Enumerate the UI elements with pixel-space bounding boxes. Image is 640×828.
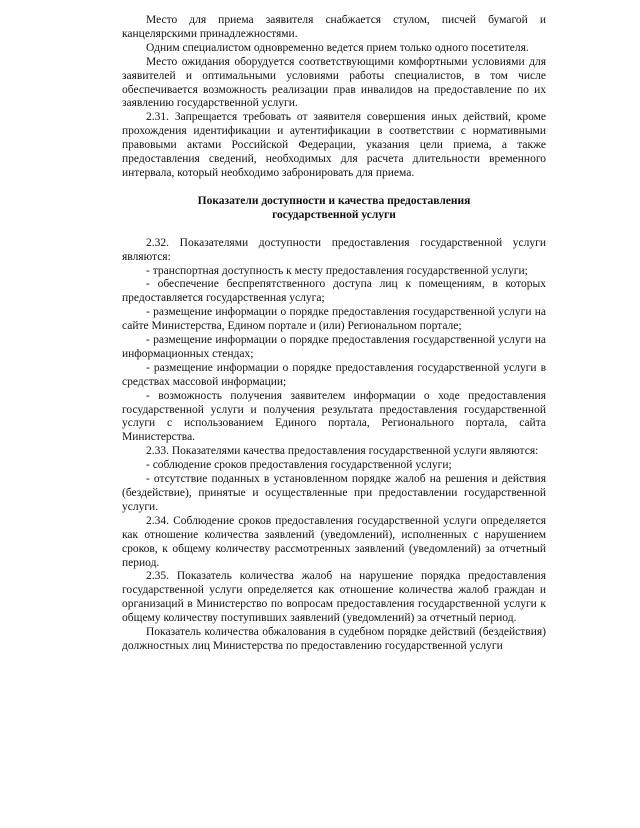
paragraph-court-appeals: Показатель количества обжалования в судебном порядке действий (бездействия) должностных лиц Министерства по предоставлению государственной услуги — [122, 626, 546, 652]
spacer — [122, 181, 546, 195]
paragraph-2-35: 2.35. Показатель количества жалоб на нарушение порядка предоставления государственной услуги определяется как отношение количества жалоб граждан и организаций в Министерство по вопросам предоставления государственной услуги к общему количеству поступивших заявлений (уведомлений) за отчетный период. — [122, 570, 546, 625]
list-item-transport: - транспортная доступность к месту предоставления государственной услуги; — [146, 264, 528, 277]
paragraph-2-34: 2.34. Соблюдение сроков предоставления государственной услуги определяется как отношение количества заявлений (уведомлений), исполненных с нарушением сроков, к общему количеству рассмотренных заявлений (уведомлений) за отчетный период. — [122, 514, 546, 569]
list-item-media-info: - размещение информации о порядке предоставления государственной услуги в средствах массовой информации; — [122, 361, 546, 388]
list-item-no-complaints: - отсутствие поданных в установленном порядке жалоб на решения и действия (бездействие), принятые и осуществленные при предоставлении государственной услуги. — [122, 473, 546, 513]
spacer — [122, 223, 546, 237]
document-page — [122, 14, 546, 654]
paragraph-one-visitor: Одним специалистом одновременно ведется прием только одного посетителя. — [146, 41, 529, 54]
paragraph-2-32: 2.32. Показателями доступности предоставления государственной услуги являются: — [122, 236, 546, 263]
paragraph-reception-furniture: Место для приема заявителя снабжается стулом, писчей бумагой и канцелярскими принадлежностями. — [122, 14, 546, 40]
list-item-website-info: - размещение информации о порядке предоставления государственной услуги на сайте Министерства, Едином портале и (или) Региональном портале; — [122, 306, 546, 333]
list-item-stands-info: - размещение информации о порядке предоставления государственной услуги на информационных стендах; — [122, 334, 546, 360]
section-heading: Показатели доступности и качества предоставления государственной услуги — [197, 194, 471, 221]
paragraph-2-31: 2.31. Запрещается требовать от заявителя совершения иных действий, кроме прохождения идентификации и аутентификации в соответствии с нормативными правовыми актами Российской Федерации, указания цели приема, а также предоставления сведений, необходимых для расчета длительности временного интервала, который необходимо забронировать для приема. — [122, 111, 546, 179]
list-item-access: - обеспечение беспрепятственного доступа лиц к помещениям, в которых предоставляется государственная услуга; — [122, 278, 546, 305]
list-item-deadlines: - соблюдение сроков предоставления государственной услуги; — [146, 459, 452, 472]
paragraph-2-33: 2.33. Показателями качества предоставления государственной услуги являются: — [146, 445, 539, 458]
list-item-progress-info: - возможность получения заявителем информации о ходе предоставления государственной услуги и получения результата предоставления государственной услуги с использованием Единого портала, Регионального портала, сайта Министерства. — [122, 389, 546, 444]
paragraph-waiting-area: Место ожидания оборудуется соответствующими комфортными условиями для заявителей и оптимальными условиями работы специалистов, в том числе обеспечивается возможность реализации прав инвалидов на предоставление по их заявлению государственной услуги. — [122, 55, 546, 110]
